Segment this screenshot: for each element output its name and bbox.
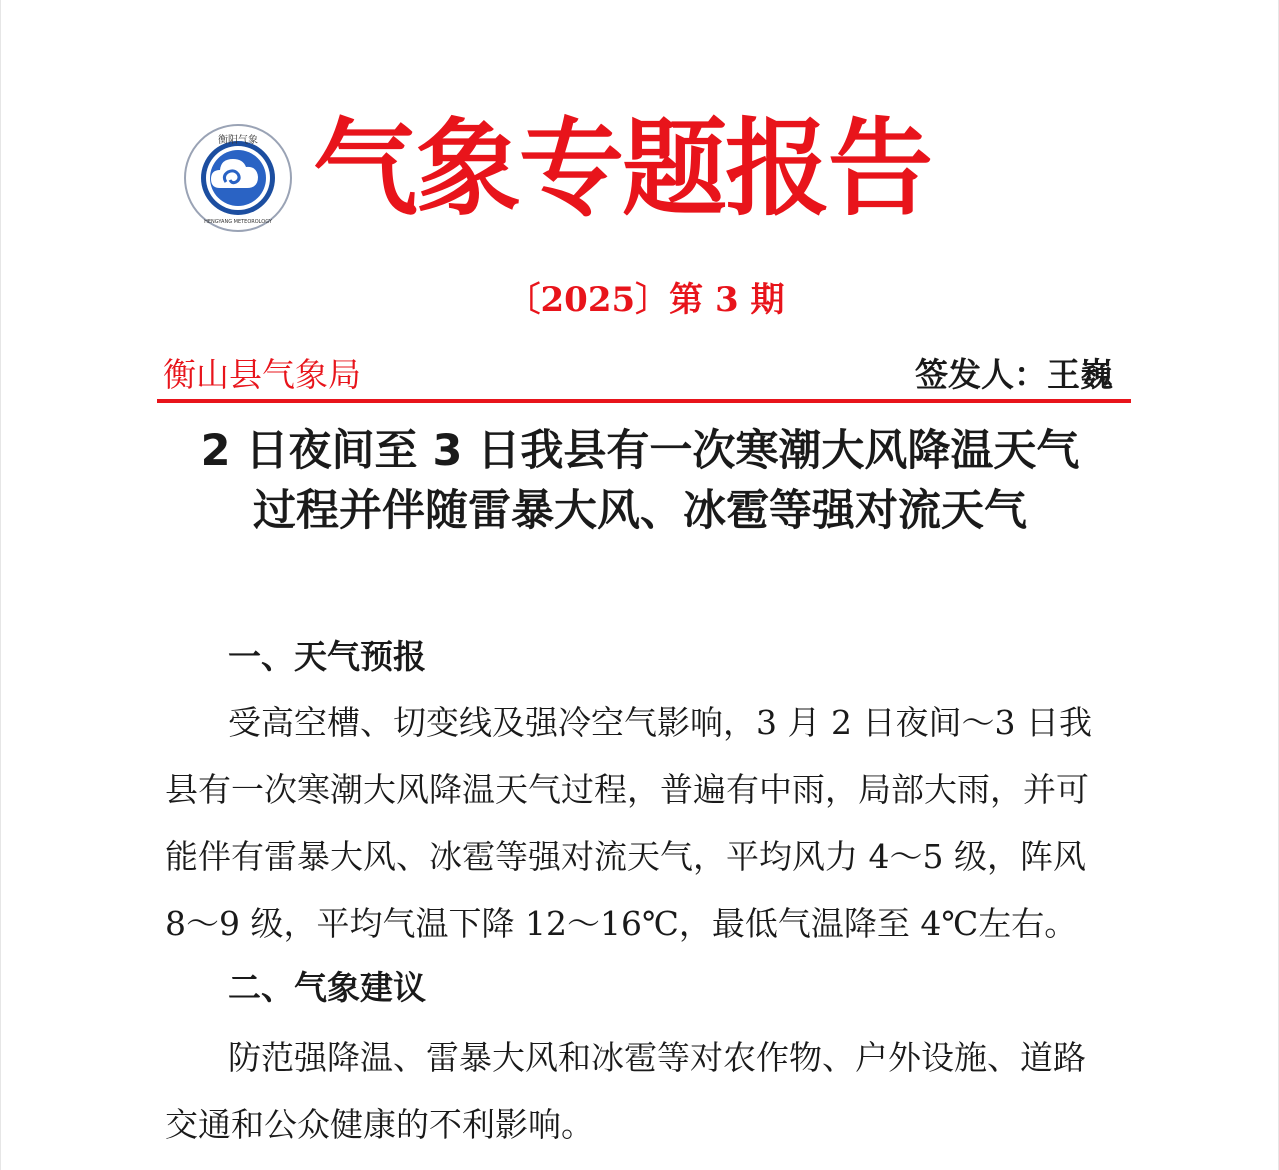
issue-number: 〔2025〕第 3 期 xyxy=(506,280,785,320)
paragraph-line: 8～9 级，平均气温下降 12～16℃，最低气温降至 4℃左右。 xyxy=(165,904,1078,943)
section-body-advice xyxy=(165,1024,1115,1158)
headline-line: 2 日夜间至 3 日我县有一次寒潮大风降温天气 xyxy=(200,426,1080,476)
paragraph-line: 能伴有雷暴大风、冰雹等强对流天气，平均风力 4～5 级，阵风 xyxy=(165,837,1086,876)
issuing-agency: 衡山县气象局 xyxy=(163,355,361,394)
page-left-edge xyxy=(0,0,1,1170)
section-body-forecast xyxy=(165,689,1115,957)
report-title: 气象专题报告 xyxy=(313,108,932,230)
signer: 签发人：王巍 xyxy=(915,355,1113,394)
logo-text-top: 衡阳气象 xyxy=(218,135,258,146)
paragraph-line: 县有一次寒潮大风降温天气过程，普遍有中雨，局部大雨，并可 xyxy=(165,770,1089,809)
section-heading-advice: 二、气象建议 xyxy=(228,968,426,1007)
headline-line: 过程并伴随雷暴大风、冰雹等强对流天气 xyxy=(253,486,1027,536)
paragraph-line: 交通和公众健康的不利影响。 xyxy=(165,1105,594,1144)
paragraph-line: 受高空槽、切变线及强冷空气影响，3 月 2 日夜间～3 日我 xyxy=(228,703,1092,742)
header-divider xyxy=(157,399,1131,403)
logo-text-bottom: HENGYANG METEOROLOGY xyxy=(204,219,272,225)
paragraph-line: 防范强降温、雷暴大风和冰雹等对农作物、户外设施、道路 xyxy=(228,1038,1086,1077)
report-headline xyxy=(160,421,1120,541)
meteorological-bureau-seal-icon xyxy=(180,122,296,234)
section-heading-forecast: 一、天气预报 xyxy=(228,637,426,676)
issuer-row xyxy=(163,355,1113,395)
